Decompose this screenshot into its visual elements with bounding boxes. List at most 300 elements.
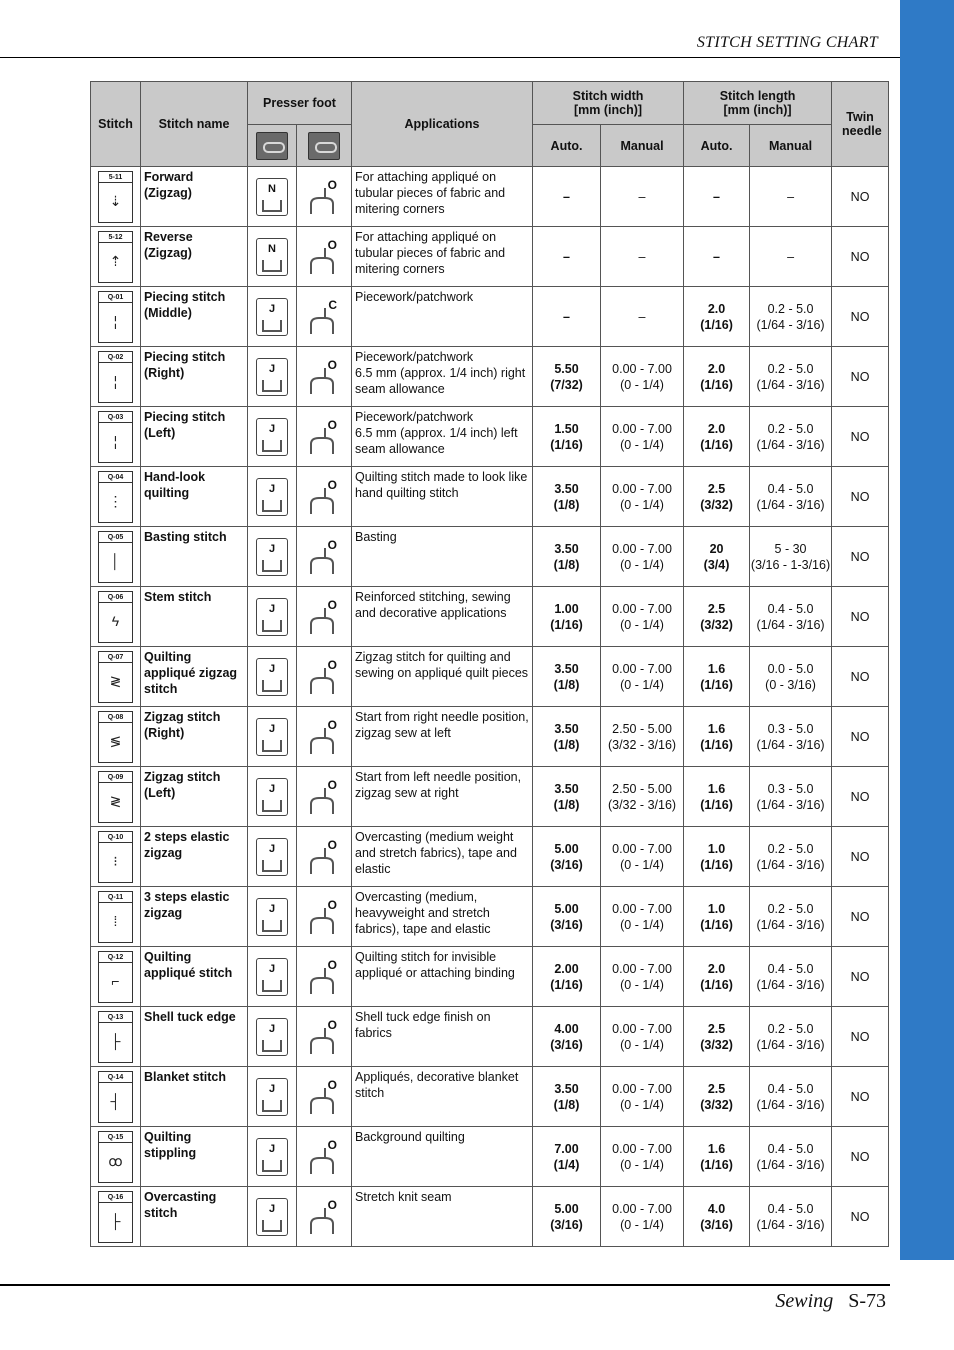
foot-cell-2 xyxy=(297,647,352,707)
presser-foot-alt-icon xyxy=(307,718,341,756)
width-manual: 0.00 - 7.00 (0 - 1/4) xyxy=(601,947,684,1007)
presser-foot-icon xyxy=(256,132,288,160)
foot-label: J xyxy=(268,1022,276,1035)
stitch-glyph: ⁞ xyxy=(113,912,118,929)
width-manual: 0.00 - 7.00 (0 - 1/4) xyxy=(601,1067,684,1127)
foot-cell-1 xyxy=(248,1127,297,1187)
presser-foot-alt-icon xyxy=(307,1198,341,1236)
table-row xyxy=(91,167,889,227)
stitch-glyph: ≶ xyxy=(109,732,122,749)
table-row xyxy=(91,647,889,707)
foot-label: O xyxy=(327,957,337,972)
width-auto: 3.50 (1/8) xyxy=(533,1067,601,1127)
presser-foot-alt-icon xyxy=(307,898,341,936)
width-auto: 3.50 (1/8) xyxy=(533,647,601,707)
stitch-name: Quilting stippling xyxy=(141,1127,248,1187)
width-auto: 2.00 (1/16) xyxy=(533,947,601,1007)
foot-label: O xyxy=(327,777,337,792)
length-auto: 1.6 (1/16) xyxy=(684,767,750,827)
foot-label: O xyxy=(327,1197,337,1212)
foot-cell-2 xyxy=(297,287,352,347)
foot-label: O xyxy=(327,537,337,552)
stitch-name: Quilting appliqué zigzag stitch xyxy=(141,647,248,707)
footer-page-number: S-73 xyxy=(848,1290,886,1312)
stitch-cell xyxy=(91,1187,141,1247)
width-manual: 0.00 - 7.00 (0 - 1/4) xyxy=(601,587,684,647)
foot-label: O xyxy=(327,897,337,912)
stitch-pattern-icon xyxy=(98,351,133,403)
stitch-code: Q-04 xyxy=(99,474,132,483)
foot-cell-1 xyxy=(248,167,297,227)
stitch-name: Blanket stitch xyxy=(141,1067,248,1127)
header-twin-needle: Twin needle xyxy=(832,82,889,167)
length-auto: 2.5 (3/32) xyxy=(684,1067,750,1127)
applications-cell: Start from left needle position, zigzag sew at right xyxy=(352,767,533,827)
section-color-tab xyxy=(900,0,954,1260)
presser-foot-alt-icon xyxy=(307,418,341,456)
foot-cell-2 xyxy=(297,827,352,887)
width-auto: 5.00 (3/16) xyxy=(533,1187,601,1247)
stitch-cell xyxy=(91,1127,141,1187)
stitch-pattern-icon xyxy=(98,711,133,763)
stitch-pattern-icon xyxy=(98,1131,133,1183)
length-manual: – xyxy=(750,167,832,227)
table-row xyxy=(91,287,889,347)
width-manual: – xyxy=(601,227,684,287)
applications-cell: Overcasting (medium, heavyweight and stretch fabrics), tape and elastic xyxy=(352,887,533,947)
applications-cell: Stretch knit seam xyxy=(352,1187,533,1247)
foot-cell-1 xyxy=(248,767,297,827)
length-manual: 0.2 - 5.0 (1/64 - 3/16) xyxy=(750,287,832,347)
stitch-cell xyxy=(91,1067,141,1127)
presser-foot-alt-icon xyxy=(307,298,341,336)
foot-cell-1 xyxy=(248,287,297,347)
foot-label: N xyxy=(268,182,276,195)
presser-foot-alt-icon xyxy=(307,478,341,516)
stitch-name: Shell tuck edge xyxy=(141,1007,248,1067)
foot-cell-2 xyxy=(297,887,352,947)
foot-label: O xyxy=(327,837,337,852)
twin-needle: NO xyxy=(832,827,889,887)
applications-cell: For attaching appliqué on tubular pieces of fabric and mitering corners xyxy=(352,167,533,227)
presser-foot-alt-icon xyxy=(307,238,341,276)
presser-foot-icon xyxy=(256,898,288,936)
width-manual: – xyxy=(601,167,684,227)
foot-cell-1 xyxy=(248,587,297,647)
presser-foot-icon xyxy=(256,298,288,336)
table-row xyxy=(91,407,889,467)
presser-foot-icon xyxy=(256,718,288,756)
stitch-pattern-icon xyxy=(98,531,133,583)
presser-foot-alt-icon xyxy=(308,132,340,160)
twin-needle: NO xyxy=(832,1187,889,1247)
width-auto: 3.50 (1/8) xyxy=(533,707,601,767)
header-stitch-width: Stitch width [mm (inch)] xyxy=(533,82,684,125)
stitch-name: Quilting appliqué stitch xyxy=(141,947,248,1007)
foot-cell-2 xyxy=(297,1067,352,1127)
presser-foot-alt-icon xyxy=(307,538,341,576)
stitch-cell xyxy=(91,767,141,827)
presser-foot-icon xyxy=(256,598,288,636)
stitch-cell xyxy=(91,287,141,347)
table-row xyxy=(91,1127,889,1187)
stitch-code: Q-05 xyxy=(99,534,132,543)
length-manual: 0.2 - 5.0 (1/64 - 3/16) xyxy=(750,407,832,467)
length-manual: 0.4 - 5.0 (1/64 - 3/16) xyxy=(750,1067,832,1127)
stitch-glyph: ⇣ xyxy=(109,192,122,209)
length-auto: 2.0 (1/16) xyxy=(684,407,750,467)
length-manual: 0.4 - 5.0 (1/64 - 3/16) xyxy=(750,467,832,527)
table-row xyxy=(91,767,889,827)
table-row xyxy=(91,1007,889,1067)
table-row xyxy=(91,347,889,407)
foot-label: J xyxy=(268,302,276,315)
stitch-name: Reverse (Zigzag) xyxy=(141,227,248,287)
table-row xyxy=(91,827,889,887)
length-manual: 0.2 - 5.0 (1/64 - 3/16) xyxy=(750,347,832,407)
applications-cell: Basting xyxy=(352,527,533,587)
stitch-name: Zigzag stitch (Right) xyxy=(141,707,248,767)
stitch-setting-table xyxy=(90,81,889,1247)
length-auto: 4.0 (3/16) xyxy=(684,1187,750,1247)
twin-needle: NO xyxy=(832,1007,889,1067)
stitch-pattern-icon xyxy=(98,1071,133,1123)
stitch-code: Q-07 xyxy=(99,654,132,663)
presser-foot-icon xyxy=(256,1198,288,1236)
width-manual: 0.00 - 7.00 (0 - 1/4) xyxy=(601,827,684,887)
stitch-glyph: ϟ xyxy=(111,612,120,629)
length-auto: 2.5 (3/32) xyxy=(684,467,750,527)
header-foot-icon-2 xyxy=(297,125,352,167)
length-auto: 2.0 (1/16) xyxy=(684,347,750,407)
length-auto: 2.5 (3/32) xyxy=(684,587,750,647)
foot-label: N xyxy=(268,242,276,255)
twin-needle: NO xyxy=(832,227,889,287)
stitch-cell xyxy=(91,407,141,467)
length-auto: 1.6 (1/16) xyxy=(684,647,750,707)
length-auto: 1.0 (1/16) xyxy=(684,887,750,947)
foot-label: J xyxy=(268,602,276,615)
foot-cell-1 xyxy=(248,227,297,287)
presser-foot-icon xyxy=(256,418,288,456)
length-manual: 0.3 - 5.0 (1/64 - 3/16) xyxy=(750,767,832,827)
foot-cell-2 xyxy=(297,587,352,647)
length-auto: 2.0 (1/16) xyxy=(684,287,750,347)
stitch-pattern-icon xyxy=(98,471,133,523)
foot-cell-2 xyxy=(297,707,352,767)
stitch-name: Zigzag stitch (Left) xyxy=(141,767,248,827)
twin-needle: NO xyxy=(832,647,889,707)
width-auto: 5.00 (3/16) xyxy=(533,827,601,887)
table-row xyxy=(91,1067,889,1127)
foot-label: O xyxy=(327,1137,337,1152)
foot-label: J xyxy=(268,1082,276,1095)
stitch-glyph: │ xyxy=(111,552,120,569)
width-auto: 3.50 (1/8) xyxy=(533,467,601,527)
page-footer xyxy=(775,1290,886,1313)
table-row xyxy=(91,707,889,767)
twin-needle: NO xyxy=(832,707,889,767)
length-manual: 0.2 - 5.0 (1/64 - 3/16) xyxy=(750,827,832,887)
length-manual: 0.4 - 5.0 (1/64 - 3/16) xyxy=(750,587,832,647)
foot-label: J xyxy=(268,542,276,555)
length-manual: – xyxy=(750,227,832,287)
length-manual: 0.4 - 5.0 (1/64 - 3/16) xyxy=(750,1187,832,1247)
stitch-code: Q-08 xyxy=(99,714,132,723)
foot-cell-2 xyxy=(297,1127,352,1187)
width-manual: 0.00 - 7.00 (0 - 1/4) xyxy=(601,407,684,467)
applications-cell: Quilting stitch made to look like hand quilting stitch xyxy=(352,467,533,527)
stitch-pattern-icon xyxy=(98,171,133,223)
foot-cell-1 xyxy=(248,467,297,527)
stitch-pattern-icon xyxy=(98,1011,133,1063)
presser-foot-icon xyxy=(256,1078,288,1116)
header-applications: Applications xyxy=(352,82,533,167)
width-manual: 0.00 - 7.00 (0 - 1/4) xyxy=(601,887,684,947)
applications-cell: Start from right needle position, zigzag sew at left xyxy=(352,707,533,767)
stitch-code: Q-12 xyxy=(99,954,132,963)
stitch-code: Q-15 xyxy=(99,1134,132,1143)
width-auto: 1.00 (1/16) xyxy=(533,587,601,647)
stitch-glyph: ⋮ xyxy=(108,492,123,509)
width-manual: 0.00 - 7.00 (0 - 1/4) xyxy=(601,527,684,587)
stitch-glyph: ¦ xyxy=(113,432,118,449)
foot-cell-1 xyxy=(248,827,297,887)
header-width-manual: Manual xyxy=(601,125,684,167)
table-row xyxy=(91,887,889,947)
stitch-code: Q-14 xyxy=(99,1074,132,1083)
foot-cell-1 xyxy=(248,527,297,587)
foot-label: J xyxy=(268,722,276,735)
foot-cell-2 xyxy=(297,227,352,287)
foot-cell-1 xyxy=(248,1007,297,1067)
width-auto: 5.00 (3/16) xyxy=(533,887,601,947)
applications-cell: Reinforced stitching, sewing and decorative applications xyxy=(352,587,533,647)
twin-needle: NO xyxy=(832,887,889,947)
foot-label: J xyxy=(268,1202,276,1215)
foot-label: O xyxy=(327,1017,337,1032)
twin-needle: NO xyxy=(832,467,889,527)
foot-label: O xyxy=(327,177,337,192)
stitch-glyph: ┤ xyxy=(110,1092,121,1109)
twin-needle: NO xyxy=(832,167,889,227)
presser-foot-alt-icon xyxy=(307,178,341,216)
width-manual: 0.00 - 7.00 (0 - 1/4) xyxy=(601,1187,684,1247)
stitch-name: Overcasting stitch xyxy=(141,1187,248,1247)
foot-label: O xyxy=(327,657,337,672)
length-auto: 2.0 (1/16) xyxy=(684,947,750,1007)
twin-needle: NO xyxy=(832,347,889,407)
foot-cell-2 xyxy=(297,947,352,1007)
width-auto: 3.50 (1/8) xyxy=(533,767,601,827)
foot-label: C xyxy=(328,297,337,312)
stitch-pattern-icon xyxy=(98,831,133,883)
table-row xyxy=(91,467,889,527)
stitch-pattern-icon xyxy=(98,771,133,823)
stitch-glyph: ⌐ xyxy=(111,972,120,989)
stitch-cell xyxy=(91,347,141,407)
stitch-name: Hand-look quilting xyxy=(141,467,248,527)
stitch-code: Q-03 xyxy=(99,414,132,423)
stitch-code: Q-13 xyxy=(99,1014,132,1023)
stitch-name: 2 steps elastic zigzag xyxy=(141,827,248,887)
presser-foot-alt-icon xyxy=(307,598,341,636)
stitch-name: Stem stitch xyxy=(141,587,248,647)
applications-cell: Appliqués, decorative blanket stitch xyxy=(352,1067,533,1127)
stitch-name: Piecing stitch (Left) xyxy=(141,407,248,467)
width-manual: – xyxy=(601,287,684,347)
foot-cell-2 xyxy=(297,767,352,827)
stitch-glyph: ⇡ xyxy=(109,252,122,269)
stitch-name: Basting stitch xyxy=(141,527,248,587)
foot-cell-1 xyxy=(248,1067,297,1127)
stitch-code: Q-09 xyxy=(99,774,132,783)
width-auto: 1.50 (1/16) xyxy=(533,407,601,467)
length-manual: 0.3 - 5.0 (1/64 - 3/16) xyxy=(750,707,832,767)
stitch-code: Q-06 xyxy=(99,594,132,603)
table-row xyxy=(91,227,889,287)
length-auto: – xyxy=(684,227,750,287)
applications-cell: Background quilting xyxy=(352,1127,533,1187)
stitch-cell xyxy=(91,227,141,287)
stitch-code: 5-11 xyxy=(99,174,132,183)
width-manual: 0.00 - 7.00 (0 - 1/4) xyxy=(601,347,684,407)
stitch-pattern-icon xyxy=(98,231,133,283)
foot-label: J xyxy=(268,362,276,375)
presser-foot-alt-icon xyxy=(307,1138,341,1176)
header-length-manual: Manual xyxy=(750,125,832,167)
stitch-glyph: ≷ xyxy=(109,792,122,809)
presser-foot-icon xyxy=(256,658,288,696)
stitch-glyph: ¦ xyxy=(113,312,118,329)
width-auto: – xyxy=(533,227,601,287)
width-manual: 2.50 - 5.00 (3/32 - 3/16) xyxy=(601,767,684,827)
footer-rule xyxy=(0,1284,890,1286)
header-stitch-name: Stitch name xyxy=(141,82,248,167)
stitch-cell xyxy=(91,887,141,947)
stitch-name: Piecing stitch (Right) xyxy=(141,347,248,407)
header-stitch: Stitch xyxy=(91,82,141,167)
foot-cell-1 xyxy=(248,347,297,407)
stitch-cell xyxy=(91,467,141,527)
foot-cell-2 xyxy=(297,1007,352,1067)
foot-label: O xyxy=(327,717,337,732)
presser-foot-alt-icon xyxy=(307,658,341,696)
foot-label: O xyxy=(327,1077,337,1092)
header-stitch-length: Stitch length [mm (inch)] xyxy=(684,82,832,125)
presser-foot-icon xyxy=(256,478,288,516)
width-auto: 3.50 (1/8) xyxy=(533,527,601,587)
foot-label: J xyxy=(268,422,276,435)
applications-cell: Zigzag stitch for quilting and sewing on appliqué quilt pieces xyxy=(352,647,533,707)
width-auto: – xyxy=(533,167,601,227)
stitch-pattern-icon xyxy=(98,1191,133,1243)
length-manual: 0.2 - 5.0 (1/64 - 3/16) xyxy=(750,887,832,947)
presser-foot-alt-icon xyxy=(307,958,341,996)
foot-label: J xyxy=(268,902,276,915)
foot-label: O xyxy=(327,597,337,612)
foot-label: O xyxy=(327,417,337,432)
width-auto: 4.00 (3/16) xyxy=(533,1007,601,1067)
header-foot-icon-1 xyxy=(248,125,297,167)
foot-cell-2 xyxy=(297,467,352,527)
stitch-pattern-icon xyxy=(98,291,133,343)
twin-needle: NO xyxy=(832,1127,889,1187)
header-rule xyxy=(0,57,900,58)
twin-needle: NO xyxy=(832,767,889,827)
header-length-auto: Auto. xyxy=(684,125,750,167)
header-presser-foot: Presser foot xyxy=(248,82,352,125)
stitch-code: Q-01 xyxy=(99,294,132,303)
foot-cell-2 xyxy=(297,347,352,407)
foot-label: J xyxy=(268,782,276,795)
stitch-cell xyxy=(91,707,141,767)
stitch-cell xyxy=(91,527,141,587)
stitch-code: Q-10 xyxy=(99,834,132,843)
width-auto: 5.50 (7/32) xyxy=(533,347,601,407)
stitch-pattern-icon xyxy=(98,651,133,703)
foot-label: J xyxy=(268,482,276,495)
foot-cell-1 xyxy=(248,887,297,947)
stitch-code: Q-16 xyxy=(99,1194,132,1203)
foot-label: J xyxy=(268,662,276,675)
length-auto: 1.6 (1/16) xyxy=(684,1127,750,1187)
stitch-cell xyxy=(91,1007,141,1067)
stitch-cell xyxy=(91,827,141,887)
presser-foot-alt-icon xyxy=(307,358,341,396)
foot-cell-1 xyxy=(248,407,297,467)
width-manual: 0.00 - 7.00 (0 - 1/4) xyxy=(601,647,684,707)
foot-cell-2 xyxy=(297,1187,352,1247)
length-auto: 20 (3/4) xyxy=(684,527,750,587)
presser-foot-icon xyxy=(256,1018,288,1056)
length-manual: 0.2 - 5.0 (1/64 - 3/16) xyxy=(750,1007,832,1067)
presser-foot-icon xyxy=(256,838,288,876)
twin-needle: NO xyxy=(832,1067,889,1127)
width-manual: 2.50 - 5.00 (3/32 - 3/16) xyxy=(601,707,684,767)
stitch-name: Piecing stitch (Middle) xyxy=(141,287,248,347)
foot-cell-2 xyxy=(297,527,352,587)
table-row xyxy=(91,1187,889,1247)
stitch-code: Q-11 xyxy=(99,894,132,903)
stitch-cell xyxy=(91,647,141,707)
length-manual: 0.4 - 5.0 (1/64 - 3/16) xyxy=(750,1127,832,1187)
stitch-glyph: ⁝ xyxy=(113,852,118,869)
header-width-auto: Auto. xyxy=(533,125,601,167)
length-manual: 0.0 - 5.0 (0 - 3/16) xyxy=(750,647,832,707)
stitch-cell xyxy=(91,167,141,227)
length-manual: 5 - 30 (3/16 - 1-3/16) xyxy=(750,527,832,587)
twin-needle: NO xyxy=(832,947,889,1007)
width-manual: 0.00 - 7.00 (0 - 1/4) xyxy=(601,1127,684,1187)
twin-needle: NO xyxy=(832,587,889,647)
twin-needle: NO xyxy=(832,527,889,587)
length-auto: 2.5 (3/32) xyxy=(684,1007,750,1067)
stitch-pattern-icon xyxy=(98,951,133,1003)
stitch-cell xyxy=(91,587,141,647)
stitch-pattern-icon xyxy=(98,891,133,943)
applications-cell: Overcasting (medium weight and stretch fabrics), tape and elastic xyxy=(352,827,533,887)
length-auto: – xyxy=(684,167,750,227)
foot-label: O xyxy=(327,357,337,372)
foot-cell-2 xyxy=(297,167,352,227)
twin-needle: NO xyxy=(832,287,889,347)
stitch-glyph: ¦ xyxy=(113,372,118,389)
stitch-code: 5-12 xyxy=(99,234,132,243)
width-manual: 0.00 - 7.00 (0 - 1/4) xyxy=(601,1007,684,1067)
width-manual: 0.00 - 7.00 (0 - 1/4) xyxy=(601,467,684,527)
foot-label: O xyxy=(327,477,337,492)
